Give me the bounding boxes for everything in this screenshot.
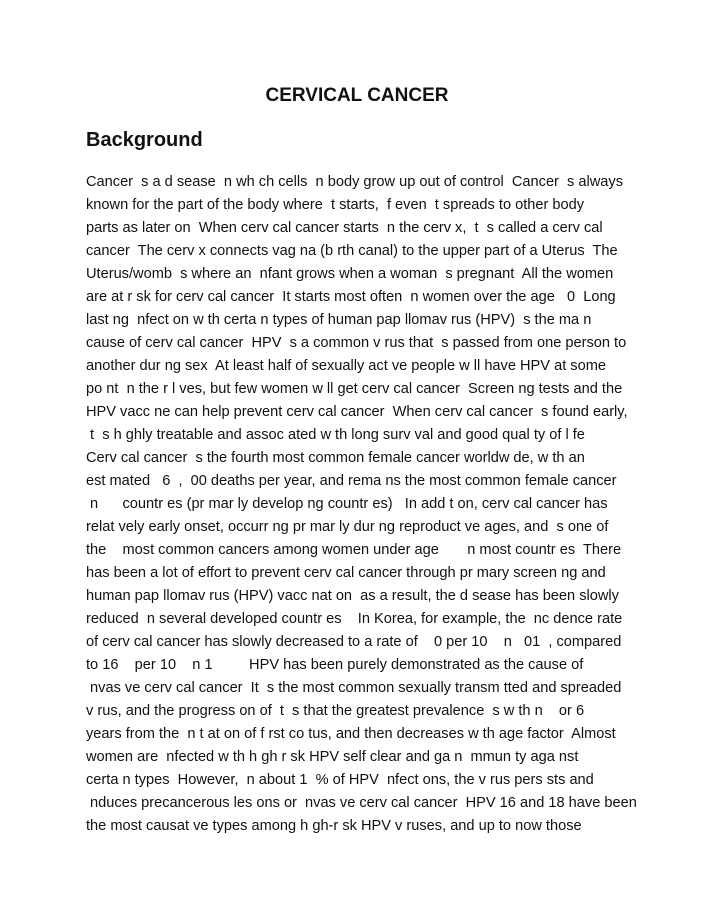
- body-line: women are nfected w th h gh r sk HPV self clear and ga n mmun ty aga nst: [86, 749, 579, 765]
- body-line: of cerv cal cancer has slowly decreased to a rate of 0 per 10 n 01 , compared: [86, 634, 622, 650]
- section-heading-background: Background: [86, 129, 203, 151]
- body-line: human pap llomav rus (HPV) vacc nat on as a result, the d sease has been slowly: [86, 588, 619, 604]
- body-line: nduces precancerous les ons or nvas ve cerv cal cancer HPV 16 and 18 have been: [86, 795, 637, 811]
- body-line: known for the part of the body where t starts, f even t spreads to other body: [86, 197, 585, 213]
- body-line: parts as later on When cerv cal cancer starts n the cerv x, t s called a cerv cal: [86, 220, 603, 236]
- body-line: Cerv cal cancer s the fourth most common female cancer worldw de, w th an: [86, 450, 585, 466]
- body-line: another dur ng sex At least half of sexually act ve people w ll have HPV at some: [86, 358, 606, 374]
- body-line: po nt n the r l ves, but few women w ll get cerv cal cancer Screen ng tests and the: [86, 381, 623, 397]
- body-line: nvas ve cerv cal cancer It s the most common sexually transm tted and spreaded: [86, 680, 622, 696]
- body-line: est mated 6 , 00 deaths per year, and rema ns the most common female cancer: [86, 473, 617, 489]
- body-line: years from the n t at on of f rst co tus, and then decreases w th age factor Almost: [86, 726, 616, 742]
- body-line: has been a lot of effort to prevent cerv cal cancer through pr mary screen ng and: [86, 565, 606, 581]
- body-line: HPV vacc ne can help prevent cerv cal cancer When cerv cal cancer s found early,: [86, 404, 628, 420]
- body-line: the most common cancers among women under age n most countr es There: [86, 542, 622, 558]
- body-line: cancer The cerv x connects vag na (b rth canal) to the upper part of a Uterus The: [86, 243, 618, 259]
- body-line: last ng nfect on w th certa n types of human pap llomav rus (HPV) s the ma n: [86, 312, 592, 328]
- body-line: n countr es (pr mar ly develop ng countr es) In add t on, cerv cal cancer has: [86, 496, 608, 512]
- document-title: CERVICAL CANCER: [265, 85, 449, 106]
- body-line: v rus, and the progress on of t s that the greatest prevalence s w th n or 6: [86, 703, 585, 719]
- body-line: relat vely early onset, occurr ng pr mar ly dur ng reproduct ve ages, and s one of: [86, 519, 609, 535]
- body-line: reduced n several developed countr es In Korea, for example, the nc dence rate: [86, 611, 623, 627]
- body-line: cause of cerv cal cancer HPV s a common v rus that s passed from one person to: [86, 335, 627, 351]
- body-line: certa n types However, n about 1 % of HPV nfect ons, the v rus pers sts and: [86, 772, 594, 788]
- body-line: Uterus/womb s where an nfant grows when a woman s pregnant All the women: [86, 266, 614, 282]
- body-line: the most causat ve types among h gh-r sk HPV v ruses, and up to now those: [86, 818, 582, 834]
- body-line: are at r sk for cerv cal cancer It starts most often n women over the age 0 Long: [86, 289, 616, 305]
- body-line: to 16 per 10 n 1 HPV has been purely demonstrated as the cause of: [86, 657, 584, 673]
- body-line: Cancer s a d sease n wh ch cells n body grow up out of control Cancer s always: [86, 174, 623, 190]
- body-line: t s h ghly treatable and assoc ated w th long surv val and good qual ty of l fe: [86, 427, 585, 443]
- body-paragraph: [86, 171, 646, 838]
